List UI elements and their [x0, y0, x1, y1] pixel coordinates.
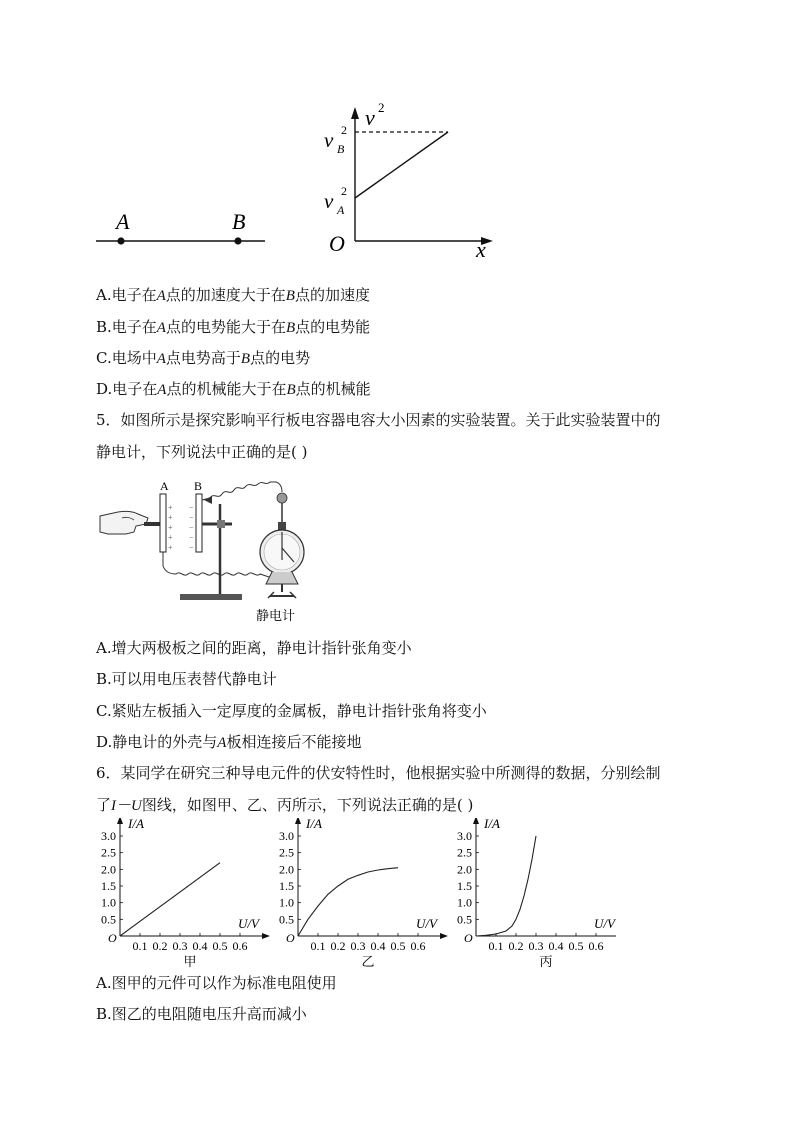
- electrometer-figure: [96, 474, 336, 630]
- hand-icon: [100, 511, 148, 534]
- y-tick-label: 3.0: [279, 829, 294, 843]
- plate-a-label: A: [160, 479, 169, 493]
- y-axis-label: v: [365, 105, 375, 130]
- q6-option-b: B.图乙的电阻随电压升高而减小: [96, 1005, 307, 1023]
- x-tick-label: 0.2: [152, 939, 168, 953]
- y-axis-arrow: [295, 818, 301, 824]
- svg-text:+: +: [168, 513, 173, 522]
- vb-exp: 2: [341, 123, 347, 137]
- y-axis-label: I/A: [484, 818, 500, 831]
- q5-option-a: A.增大两极板之间的距离，静电计指针张角变小: [96, 639, 412, 657]
- q5-stem-line2: 静电计，下列说法中正确的是( ): [96, 443, 308, 461]
- vb-sub: B: [337, 142, 345, 156]
- electrometer-caption: 静电计: [256, 609, 296, 624]
- svg-text:+: +: [168, 503, 173, 512]
- y-axis-arrow: [351, 107, 359, 119]
- va-label: v: [324, 189, 334, 213]
- coil-wire-a: [163, 552, 272, 578]
- y-tick-label: 0.5: [101, 912, 116, 927]
- x-tick-label: 0.6: [410, 939, 426, 953]
- x-tick-label: 0.3: [172, 939, 188, 953]
- x-tick-label: 0.6: [232, 939, 248, 953]
- x-tick-label: 0.4: [370, 939, 386, 953]
- y-tick-label: 2.5: [279, 845, 294, 860]
- q5-stem-line1: 5．如图所示是探究影响平行板电容器电容大小因素的实验装置。关于此实验装置中的: [96, 411, 661, 429]
- va-exp: 2: [341, 184, 347, 198]
- chart-caption: 乙: [361, 955, 375, 968]
- y-tick-label: 1.5: [279, 879, 294, 893]
- q5-option-b: B.可以用电压表替代静电计: [96, 670, 277, 688]
- chart-caption: 甲: [183, 955, 197, 968]
- plate-b-label: B: [194, 479, 203, 493]
- x-tick-label: 0.2: [508, 939, 524, 953]
- point-b-dot: [234, 237, 241, 244]
- x-tick-label: 0.1: [488, 939, 504, 953]
- iu-charts: [96, 818, 616, 968]
- stand-base: [180, 594, 242, 600]
- x-axis-label: U/V: [594, 916, 615, 931]
- x-axis-label: x: [476, 237, 486, 262]
- chart-bing: [457, 818, 616, 968]
- x-tick-label: 0.3: [528, 939, 544, 953]
- x-tick-label: 0.2: [330, 939, 346, 953]
- q4-option-c: C.电场中A点电势高于B点的电势: [96, 349, 311, 367]
- x-tick-label: 0.4: [548, 939, 564, 953]
- electrometer-ball: [277, 493, 287, 503]
- y-tick-label: 2.0: [457, 862, 472, 877]
- x-axis-label: U/V: [238, 916, 259, 931]
- q4-option-b: B.电子在A点的电势能大于在B点的电势能: [96, 318, 371, 336]
- q4-option-a: A.电子在A点的加速度大于在B点的加速度: [96, 286, 370, 304]
- plate-b: [196, 494, 202, 552]
- y-tick-label: 1.0: [457, 895, 472, 910]
- plate-a: [160, 494, 166, 552]
- q6-option-a: A.图甲的元件可以作为标准电阻使用: [96, 974, 337, 992]
- x-tick-label: 0.1: [310, 939, 326, 953]
- y-tick-label: 2.5: [457, 845, 472, 860]
- va-sub: A: [337, 203, 345, 217]
- svg-text:−: −: [189, 543, 194, 552]
- x-tick-label: 0.6: [588, 939, 604, 953]
- q6-stem-line2: 了I－U图线，如图甲、乙、丙所示，下列说法正确的是( ): [96, 796, 474, 814]
- y-tick-label: 0.5: [457, 912, 472, 927]
- y-tick-label: 3.0: [457, 829, 472, 843]
- x-tick-label: 0.5: [390, 939, 406, 953]
- q5-option-d: D.静电计的外壳与A板相连接后不能接地: [96, 733, 362, 751]
- origin-label: O: [329, 231, 345, 256]
- y-tick-label: 3.0: [101, 829, 116, 843]
- point-a-dot: [117, 237, 124, 244]
- origin-label: O: [286, 931, 295, 945]
- y-axis-label: I/A: [128, 818, 144, 831]
- origin-label: O: [108, 931, 117, 945]
- chart-yi: [279, 818, 448, 968]
- y-tick-label: 1.5: [101, 879, 116, 893]
- q4-option-d: D.电子在A点的机械能大于在B点的机械能: [96, 380, 371, 398]
- top-figure: [90, 95, 510, 265]
- x-tick-label: 0.1: [132, 939, 148, 953]
- y-tick-label: 0.5: [279, 912, 294, 927]
- x-tick-label: 0.5: [212, 939, 228, 953]
- y-tick-label: 1.0: [101, 895, 116, 910]
- vb-label: v: [324, 128, 334, 152]
- point-a-label: A: [116, 209, 130, 234]
- q6-stem-line1: 6．某同学在研究三种导电元件的伏安特性时，他根据实验中所测得的数据，分别绘制: [96, 764, 661, 782]
- y-axis-label-exp: 2: [378, 100, 385, 115]
- iu-curve: [476, 836, 536, 936]
- y-tick-label: 2.0: [101, 862, 116, 877]
- y-axis-arrow: [473, 818, 479, 824]
- chart-jia: [101, 818, 270, 968]
- origin-label: O: [464, 931, 473, 945]
- x-tick-label: 0.5: [568, 939, 584, 953]
- svg-text:−: −: [189, 533, 194, 542]
- svg-text:+: +: [168, 543, 173, 552]
- y-tick-label: 2.5: [101, 845, 116, 860]
- svg-text:−: −: [189, 513, 194, 522]
- svg-text:−: −: [189, 503, 194, 512]
- y-tick-label: 1.0: [279, 895, 294, 910]
- chart-caption: 丙: [539, 955, 553, 968]
- coil-wire-b: [202, 482, 282, 500]
- y-axis-arrow: [117, 818, 123, 824]
- svg-text:+: +: [168, 523, 173, 532]
- iu-curve: [120, 863, 220, 936]
- x-tick-label: 0.4: [192, 939, 208, 953]
- x-axis-arrow: [262, 933, 270, 939]
- svg-text:−: −: [189, 523, 194, 532]
- x-axis-arrow: [440, 933, 448, 939]
- q5-option-c: C.紧贴左板插入一定厚度的金属板，静电计指针张角将变小: [96, 702, 487, 720]
- y-tick-label: 2.0: [279, 862, 294, 877]
- y-tick-label: 1.5: [457, 879, 472, 893]
- y-axis-label: I/A: [306, 818, 322, 831]
- graph-line: [355, 132, 448, 198]
- x-axis-label: U/V: [416, 916, 437, 931]
- iu-curve: [298, 868, 398, 936]
- svg-text:+: +: [168, 533, 173, 542]
- point-b-label: B: [232, 209, 246, 234]
- x-tick-label: 0.3: [350, 939, 366, 953]
